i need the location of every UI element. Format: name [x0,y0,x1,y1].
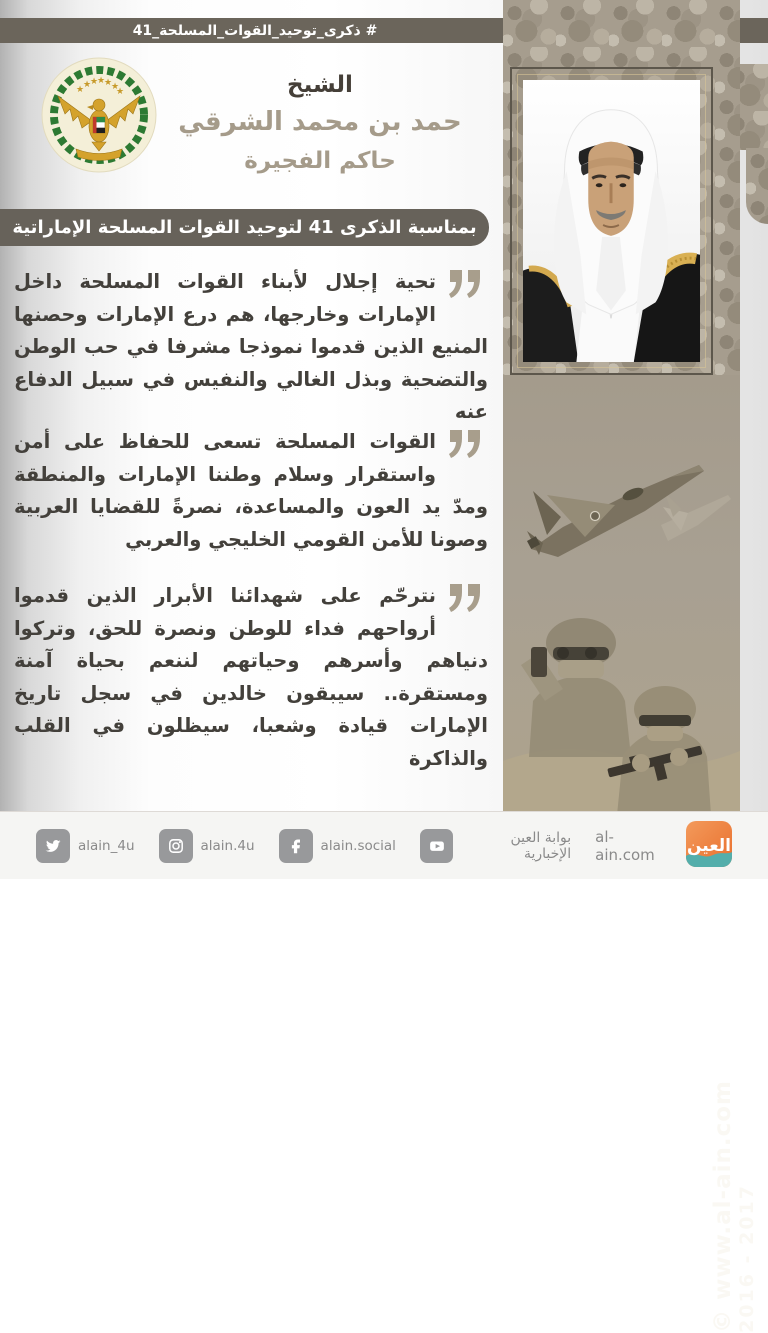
sheikh-portrait-photo [523,80,700,362]
watermark-years: 2016 - 2017 [736,1184,758,1333]
quote-mark-icon [444,583,488,613]
armed-forces-emblem-icon [40,56,158,174]
footer-bar [0,811,768,879]
quote-mark-icon [444,269,488,299]
social-twitter[interactable] [36,829,135,863]
svg-text:★: ★ [115,87,125,97]
al-ain-logo[interactable] [686,821,732,871]
occasion-banner-text: بمناسبة الذكرى 41 لتوحيد القوات المسلحة الإماراتية [12,217,477,238]
title-prefix: الشيخ [287,72,353,98]
svg-text:★: ★ [75,85,85,95]
portrait-frame [510,67,713,375]
copyright-watermark [710,1080,758,1333]
quote-text: نترحّم على شهدائنا الأبرار الذين قدموا أرواحهم فداء للوطن ونصرة للحق، وتركوا دنياهم وأسرهم وحياتهم لننعم بحياة آمنة ومستقرة.. سيبقون خالدين في سجل تاريخ الإمارات قيادة وشعبا، سيظلون في القلب والذاكرة [14,584,488,770]
svg-text:★: ★ [103,78,113,88]
soldiers-image [503,605,740,815]
occasion-banner [0,209,489,246]
twitter-icon[interactable] [36,829,70,863]
svg-text:★: ★ [110,82,120,92]
instagram-handle[interactable]: alain.4u [200,837,255,854]
quote-text: تحية إجلال لأبناء القوات المسلحة داخل الإمارات وخارجها، هم درع الإمارات وحصنها المنيع الذين قدموا نموذجا مشرفا في حب الوطن والتضحية وبذل الغالي والنفيس في سبيل الدفاع عنه [14,270,488,423]
facebook-icon[interactable] [279,829,313,863]
quote-paragraph-3 [14,580,488,775]
hashtag-text: # ذكرى_توحيد_القوات_المسلحة_41 [132,22,378,39]
decorative-quote-mark-tail [746,148,768,224]
quote-paragraph-1 [14,266,488,429]
svg-text:★: ★ [89,77,99,87]
quote-paragraph-2 [14,426,488,556]
sheikh-name: حمد بن محمد الشرقي [178,107,462,137]
instagram-icon[interactable] [159,829,193,863]
sheikh-role: حاكم الفجيرة [244,148,396,174]
twitter-handle[interactable]: alain_4u [78,837,135,854]
watermark-url: © www.al-ain.com [710,1080,736,1333]
svg-text:★: ★ [96,76,106,86]
svg-text:★: ★ [82,80,92,90]
fighter-jets-image [503,375,740,610]
facebook-handle[interactable]: alain.social [320,837,396,854]
social-instagram[interactable] [159,829,255,863]
site-url[interactable]: al-ain.com [595,827,655,864]
quote-text: القوات المسلحة تسعى للحفاظ على أمن واستقرار وسلام وطننا الإمارات والمنطقة ومدّ يد العون والمساعدة، نصرةً للقضايا العربية وصونا للأمن القومي الخليجي والعربي [14,430,488,551]
youtube-channel-name[interactable]: بوابة العين الإخبارية [510,829,572,862]
header-title-block [150,72,490,174]
social-youtube[interactable] [420,829,571,863]
youtube-icon[interactable] [420,829,453,863]
quote-mark-icon [444,429,488,459]
social-facebook[interactable] [279,829,396,863]
al-ain-logo-text: العين [686,835,732,856]
